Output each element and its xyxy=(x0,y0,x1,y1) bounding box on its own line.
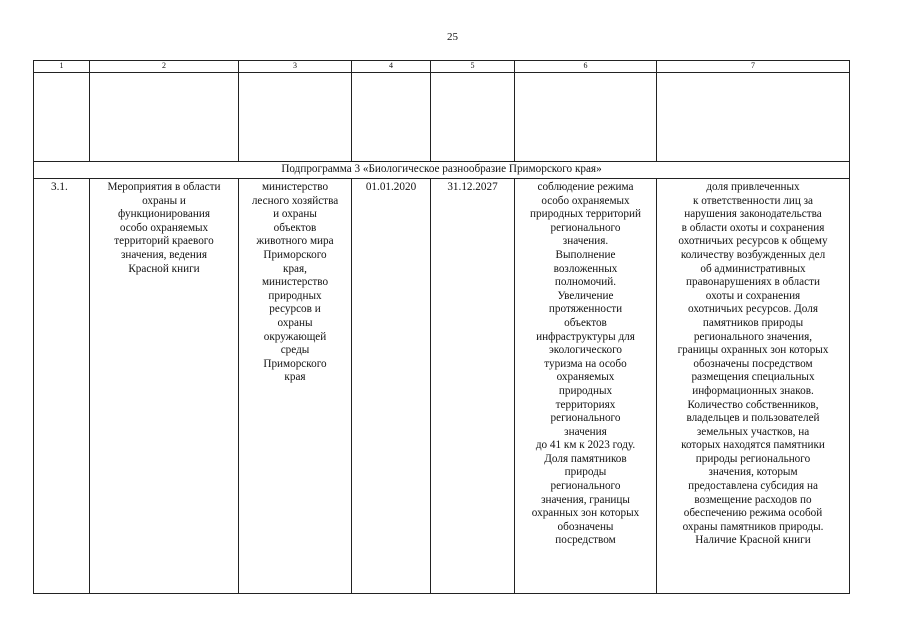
text-line: экологического xyxy=(548,344,623,357)
text-line: природы xyxy=(564,466,607,479)
text-line: и охраны xyxy=(273,208,317,221)
text-line: животного мира xyxy=(256,235,334,248)
row-number: 3.1. xyxy=(34,179,90,594)
blank-cell xyxy=(515,73,657,162)
text-line: охраны и xyxy=(142,194,186,207)
text-line: которых находятся памятники xyxy=(681,439,825,452)
text-line: инфраструктуры для xyxy=(536,330,635,343)
text-line: лесного хозяйства xyxy=(251,194,339,207)
text-line: возложенных xyxy=(553,262,618,275)
text-line: края xyxy=(284,371,306,384)
text-line: обеспечению режима особой xyxy=(683,507,823,520)
indicator-lines xyxy=(657,181,849,548)
subprogram-row xyxy=(34,162,850,179)
text-line: обозначены посредством xyxy=(693,357,813,370)
text-line: охоты и сохранения xyxy=(705,289,801,302)
column-number: 3 xyxy=(239,61,352,73)
text-line: охраны памятников природы. xyxy=(682,520,824,533)
text-line: министерство xyxy=(261,181,329,193)
column-number: 7 xyxy=(657,61,850,73)
text-line: полномочий. xyxy=(554,276,617,289)
column-number: 5 xyxy=(431,61,515,73)
activity-cell xyxy=(90,179,239,594)
text-line: значения, границы xyxy=(541,493,630,506)
text-line: Увеличение xyxy=(557,289,614,302)
indicator-cell xyxy=(657,179,850,594)
text-line: соблюдение режима xyxy=(537,181,634,193)
text-line: окружающей xyxy=(263,330,327,343)
text-line: земельных участков, на xyxy=(696,425,810,438)
text-line: протяженности xyxy=(548,303,623,316)
activity-lines xyxy=(90,181,238,276)
text-line: Приморского xyxy=(263,248,327,261)
blank-cell xyxy=(657,73,850,162)
text-line: владельцев и пользователей xyxy=(686,412,820,425)
result-lines xyxy=(515,181,656,548)
text-line: значения, ведения xyxy=(120,248,208,261)
result-cell xyxy=(515,179,657,594)
executor-lines xyxy=(239,181,351,385)
text-line: количеству возбужденных дел xyxy=(680,248,826,261)
start-date: 01.01.2020 xyxy=(352,179,431,594)
text-line: Выполнение xyxy=(555,248,616,261)
text-line: природных xyxy=(558,384,613,397)
text-line: Приморского xyxy=(263,357,327,370)
text-line: природных территорий xyxy=(530,208,641,221)
text-line: до 41 км к 2023 году. xyxy=(535,439,636,452)
text-line: посредством xyxy=(555,534,616,547)
text-line: размещения специальных xyxy=(691,371,815,384)
text-line: особо охраняемых xyxy=(541,194,630,207)
text-line: информационных знаков. xyxy=(692,384,814,397)
text-line: ресурсов и xyxy=(269,303,321,316)
text-line: об административных xyxy=(700,262,806,275)
text-line: возмещение расходов по xyxy=(694,493,812,506)
text-line: Красной книги xyxy=(128,262,200,275)
text-line: Доля памятников xyxy=(544,452,627,465)
text-line: регионального xyxy=(550,221,621,234)
text-line: территорий краевого xyxy=(114,235,214,248)
page-number: 25 xyxy=(447,31,458,43)
text-line: регионального xyxy=(550,480,621,493)
blank-cell xyxy=(352,73,431,162)
subprogram-title: Подпрограмма 3 «Биологическое разнообразие Приморского края» xyxy=(34,162,850,179)
program-table xyxy=(33,60,850,594)
text-line: значения, которым xyxy=(708,466,798,479)
text-line: охраняемых xyxy=(556,371,615,384)
text-line: нарушения законодательства xyxy=(684,208,822,221)
text-line: доля привлеченных xyxy=(706,181,800,193)
text-line: Мероприятия в области xyxy=(107,181,221,193)
blank-cell xyxy=(90,73,239,162)
text-line: обозначены xyxy=(557,520,614,533)
text-line: предоставлена субсидия на xyxy=(688,480,818,493)
text-line: особо охраняемых xyxy=(119,221,209,234)
text-line: Количество собственников, xyxy=(687,398,819,411)
text-line: среды xyxy=(280,344,310,357)
end-date: 31.12.2027 xyxy=(431,179,515,594)
text-line: к ответственности лиц за xyxy=(692,194,814,207)
text-line: объектов xyxy=(273,221,317,234)
text-line: природы регионального xyxy=(695,452,811,465)
text-line: памятников природы xyxy=(702,316,804,329)
text-line: охотничьих ресурсов. Доля xyxy=(688,303,818,316)
column-number: 4 xyxy=(352,61,431,73)
text-line: туризма на особо xyxy=(544,357,627,370)
text-line: Наличие Красной книги xyxy=(695,534,811,547)
blank-cell xyxy=(431,73,515,162)
text-line: функционирования xyxy=(118,208,210,221)
column-number-row xyxy=(34,61,850,73)
text-line: природных xyxy=(268,289,322,302)
text-line: министерство xyxy=(261,276,329,289)
text-line: границы охранных зон которых xyxy=(677,344,829,357)
text-line: охранных зон которых xyxy=(531,507,640,520)
column-number: 6 xyxy=(515,61,657,73)
text-line: охраны xyxy=(277,316,313,329)
text-line: правонарушениях в области xyxy=(686,276,820,289)
text-line: регионального xyxy=(550,412,621,425)
blank-cell xyxy=(239,73,352,162)
text-line: значения xyxy=(564,425,607,438)
blank-row xyxy=(34,73,850,162)
column-number: 1 xyxy=(34,61,90,73)
text-line: объектов xyxy=(564,316,607,329)
text-line: территориях xyxy=(555,398,616,411)
text-line: значения. xyxy=(562,235,609,248)
table-row xyxy=(34,179,850,594)
text-line: края, xyxy=(283,262,307,275)
column-number: 2 xyxy=(90,61,239,73)
executor-cell xyxy=(239,179,352,594)
text-line: охотничьих ресурсов к общему xyxy=(678,235,828,248)
text-line: в области охоты и сохранения xyxy=(681,221,825,234)
text-line: регионального значения, xyxy=(693,330,813,343)
blank-cell xyxy=(34,73,90,162)
